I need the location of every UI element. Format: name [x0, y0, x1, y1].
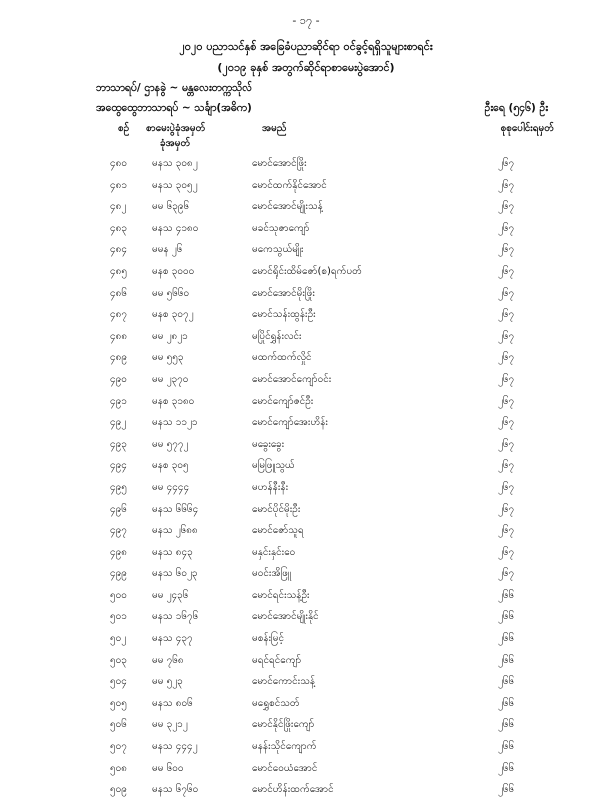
total-mark: ၂၆၇	[498, 417, 515, 429]
roll-number: မမ ၅၇၇၂	[152, 438, 189, 450]
student-name: မောင်ရင်းသန့်ဦး	[252, 589, 310, 601]
row-number: ၅၀၇	[110, 741, 127, 753]
roll-number: မနသ ၄၄၄၂	[152, 741, 198, 753]
header-mark: စုစုပေါင်းရမှတ်	[500, 123, 554, 134]
row-number: ၄၉၆	[110, 503, 127, 515]
table-row	[0, 585, 612, 607]
row-number: ၄၈၃	[110, 222, 127, 234]
row-number: ၄၉၇	[110, 525, 127, 537]
total-mark: ၂၆၇	[498, 438, 515, 450]
roll-number: မနသ ၃၀၈၂	[152, 158, 198, 169]
student-name: မနှင်းနှင်းဝေ	[252, 546, 296, 558]
total-mark: ၂၆၇	[498, 330, 515, 342]
total-count: ဦးရေ (၅၄၆) ဦး	[484, 102, 548, 114]
row-number: ၅၀၈	[110, 762, 127, 774]
row-number: ၄၉၃	[110, 438, 127, 450]
table-row	[0, 499, 612, 521]
total-mark: ၂၆၇	[498, 481, 515, 493]
row-number: ၄၉၉	[110, 568, 127, 580]
student-name: မောင်သန်းထွန်းဦး	[252, 309, 316, 321]
row-number: ၄၉၁	[110, 395, 127, 407]
document-subtitle: (၂၀၁၉ ခုနှစ် အတွက်ဆိုင်ရာစာမေးပွဲအောင်)	[217, 61, 395, 74]
total-mark: ၂၆၆	[498, 697, 515, 709]
roll-number: မမ ၅၆၆၀	[152, 287, 190, 299]
header-roll: စာမေးပွဲခုံအမှတ်	[146, 123, 206, 134]
total-mark: ၂၆၇	[498, 244, 515, 256]
total-mark: ၂၆၇	[498, 525, 515, 537]
document-title: ၂၀၂၀ ပညာသင်နှစ် အခြေခံပညာဆိုင်ရာ ဝင်ခွင့်ရရှိသူများစာရင်း	[179, 40, 433, 53]
student-name: မောင်ထက်နိုင်အောင်	[252, 179, 327, 191]
roll-number: မနသ ၆၇၆၀	[152, 784, 199, 796]
table-row	[0, 477, 612, 499]
total-mark: ၂၆၆	[498, 784, 515, 796]
table-row	[0, 196, 612, 218]
total-mark: ၂၆၇	[498, 568, 515, 580]
row-number: ၄၈၁	[110, 179, 127, 191]
roll-number: မမ ၆၃၉၆	[152, 201, 190, 213]
roll-number: မမ ၂၃၇၀	[152, 373, 189, 385]
student-name: မခွေးခွေး	[252, 438, 285, 450]
table-row	[0, 304, 612, 326]
student-name: မောင်ကျော်အေးဟိန်း	[252, 417, 328, 429]
student-name: မရင်ရင်ကျော်	[252, 654, 302, 666]
table-row	[0, 261, 612, 283]
header-name: အမည်	[262, 123, 287, 134]
table-row	[0, 693, 612, 715]
row-number: ၅၀၄	[110, 676, 127, 688]
row-number: ၅၀၃	[110, 654, 127, 666]
total-mark: ၂၆၆	[498, 762, 515, 774]
row-number: ၄၉၈	[110, 546, 127, 558]
student-name: မဝင်းအိဖြူ	[252, 568, 291, 580]
student-name: မောင်အောင်ဖြိုး	[252, 158, 307, 169]
total-mark: ၂၆၇	[498, 309, 515, 321]
total-mark: ၂၆၇	[498, 201, 515, 213]
total-mark: ၂၆၆	[498, 611, 515, 623]
total-mark: ၂၆၇	[498, 222, 515, 234]
student-name: မောင်နိုင်ဖြိုးကျော်	[252, 719, 315, 731]
total-mark: ၂၆၆	[498, 719, 515, 731]
table-row	[0, 736, 612, 758]
student-name: မောင်အောင်မျိုးသန့်	[252, 201, 323, 213]
roll-number: မနသ ၈၀၆	[152, 697, 193, 709]
total-mark: ၂၆၇	[498, 265, 515, 277]
table-row	[0, 650, 612, 672]
table-row	[0, 779, 612, 801]
roll-number: မနသ ၄၁၈၀	[152, 222, 199, 234]
student-name: မစန်းမြင့်	[252, 633, 284, 645]
roll-number: မနစ ၃၀၀၀	[152, 265, 195, 277]
row-number: ၄၈၆	[110, 287, 127, 299]
header-number: စဉ်	[118, 123, 130, 134]
row-number: ၄၈၈	[110, 330, 128, 342]
table-row	[0, 542, 612, 564]
row-number: ၅၀၂	[110, 633, 127, 645]
student-name: မောင်အောင်မိုးဖြိုး	[252, 287, 315, 299]
total-mark: ၂၆၇	[498, 352, 515, 364]
table-row	[0, 412, 612, 434]
row-number: ၅၀၅	[110, 697, 127, 709]
row-number: ၄၉၀	[110, 373, 127, 385]
row-number: ၅၀၆	[110, 719, 127, 731]
row-number: ၄၈၄	[110, 244, 127, 256]
student-name: မရွှေစင်သတ်	[252, 697, 300, 709]
roll-number: မမ ၂၈၂၁	[152, 330, 188, 342]
roll-number: မမ ၆၀၀	[152, 762, 184, 774]
total-mark: ၂၆၇	[498, 373, 515, 385]
roll-number: မမ ၅၅၃	[152, 352, 184, 364]
table-row	[0, 391, 612, 413]
total-mark: ၂၆၇	[498, 179, 515, 191]
table-row	[0, 283, 612, 305]
table-row	[0, 175, 612, 197]
row-number: ၄၈၉	[110, 352, 127, 364]
results-table	[0, 153, 612, 801]
student-name: မနန်းသိုင်ကျောက်	[252, 741, 317, 753]
roll-number: မနသ ၆၀၂၃	[152, 568, 198, 580]
roll-number: မနသ ၂၆၈၈	[152, 525, 198, 537]
total-mark: ၂၆၇	[498, 287, 515, 299]
table-row	[0, 326, 612, 348]
student-name: မောင်ဟိန်းထက်အောင်	[252, 784, 334, 796]
student-name: မထက်ထက်လှိုင်	[252, 352, 312, 364]
total-mark: ၂၆၇	[498, 503, 515, 515]
roll-number: မနစ ၃၀၇၂	[152, 309, 194, 321]
student-name: မောင်အောင်မျိုးနိုင်	[252, 611, 319, 623]
table-row	[0, 606, 612, 628]
student-name: မောင်ရိုင်းထိမ်ဇော်(စ)ရက်ပတ်	[252, 265, 362, 277]
student-name: မောင်ပိုင်မိုးဦး	[252, 503, 301, 515]
roll-number: မနသ ၁၆၇၆	[152, 611, 199, 623]
roll-number: မမ ၅၂၃	[152, 676, 183, 688]
table-row	[0, 563, 612, 585]
student-name: မောင်ဇော်သူရ	[252, 525, 304, 537]
table-row	[0, 153, 612, 175]
row-number: ၄၈၇	[110, 309, 127, 321]
roll-number: မမ ၇၆၈	[152, 654, 184, 666]
roll-number: မမ ၃၂၁၂	[152, 719, 188, 731]
student-name: မောင်ကောင်းသန့်	[252, 676, 316, 688]
student-name: မောင်အောင်ကျော်ဝင်း	[252, 373, 332, 385]
row-number: ၄၈၀	[110, 158, 127, 169]
row-number: ၄၉၂	[110, 417, 127, 429]
total-mark: ၂၆၇	[498, 395, 515, 407]
page-number: - ၁၇ -	[292, 14, 320, 27]
total-mark: ၂၆၆	[498, 741, 515, 753]
table-row	[0, 455, 612, 477]
total-mark: ၂၆၆	[498, 633, 515, 645]
roll-number: မနသ ၄၃၇	[152, 633, 193, 645]
table-row	[0, 347, 612, 369]
table-row	[0, 239, 612, 261]
roll-number: မနသ ၃၀၅၂	[152, 179, 198, 191]
table-row	[0, 758, 612, 780]
table-row	[0, 714, 612, 736]
table-row	[0, 628, 612, 650]
total-mark: ၂၆၆	[498, 676, 515, 688]
table-row	[0, 434, 612, 456]
roll-number: မမ ၄၄၄၄	[152, 481, 190, 493]
roll-number: မနစ ၃၁၈၀	[152, 395, 195, 407]
total-mark: ၂၆၇	[498, 460, 515, 472]
subject-line: အထွေထွေဘာသာရပ် ~ သင်္ချာ(အဓိက)	[96, 102, 252, 114]
row-number: ၅၀၁	[110, 611, 127, 623]
row-number: ၄၈၅	[110, 265, 127, 277]
table-row	[0, 369, 612, 391]
table-row	[0, 218, 612, 240]
roll-number: မနသ ၈၄၃	[152, 546, 193, 558]
total-mark: ၂၆၇	[498, 158, 515, 169]
roll-number: မနစ ၃၀၅	[152, 460, 189, 472]
row-number: ၅၀၀	[110, 589, 127, 601]
student-name: မဟန်နီးနီး	[252, 481, 289, 493]
student-name: မကေသွယ်မျိုး	[252, 244, 304, 256]
student-name: မောင်ဝေယံအောင်	[252, 762, 318, 774]
roll-number: မမ ၂၄၃၆	[152, 589, 189, 601]
row-number: ၅၀၉	[110, 784, 127, 796]
table-row	[0, 671, 612, 693]
student-name: မပြိုင်ရွှန်းလင်း	[252, 330, 302, 342]
roll-number: မနသ ၆၆၆၄	[152, 503, 199, 515]
total-mark: ၂၆၆	[498, 654, 515, 666]
student-name: မခင်သုဇာကျော်	[252, 222, 310, 234]
student-name: မောင်ကျော်ဇင်ဦး	[252, 395, 314, 407]
row-number: ၄၉၅	[110, 481, 127, 493]
student-name: မမြဖြူသွယ်	[252, 460, 295, 472]
roll-number: မနသ ၁၁၂၁	[152, 417, 198, 429]
header-roll-line2: ခုံအမှတ်	[160, 138, 191, 149]
row-number: ၄၈၂	[110, 201, 127, 213]
row-number: ၄၉၄	[110, 460, 127, 472]
total-mark: ၂၆၇	[498, 546, 515, 558]
roll-number: မမန ၂၆	[152, 244, 183, 256]
total-mark: ၂၆၆	[498, 589, 515, 601]
table-row	[0, 520, 612, 542]
department-line: ဘာသာရပ်/ ဌာနခွဲ ~ မန္တလေးတက္ကသိုလ်	[96, 82, 253, 94]
